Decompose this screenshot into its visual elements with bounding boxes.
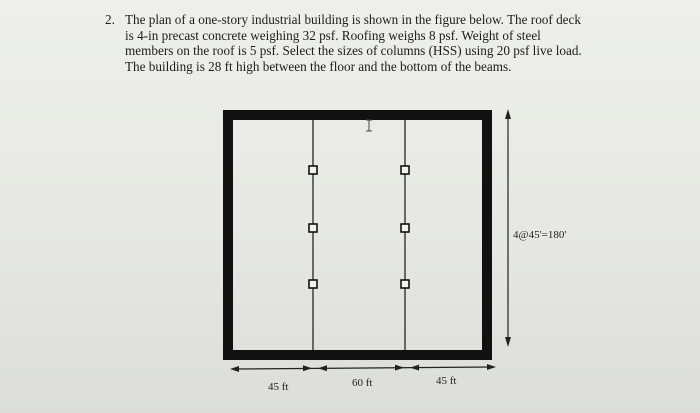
horizontal-dimension-line xyxy=(236,367,492,369)
column-left-2 xyxy=(309,224,317,232)
problem-number: 2. xyxy=(105,12,115,27)
column-left-3 xyxy=(309,280,317,288)
column-right-3 xyxy=(401,280,409,288)
bay-label-2: 60 ft xyxy=(352,377,373,389)
column-right-1 xyxy=(401,166,409,174)
bay-label-1: 45 ft xyxy=(268,381,289,393)
problem-line-2: is 4-in precast concrete weighing 32 psf. Roofing weighs 8 psf. Weight of steel xyxy=(125,27,541,43)
problem-line-1: The plan of a one-story industrial building is shown in the figure below. The roof deck xyxy=(125,12,581,27)
column-left-1 xyxy=(309,166,317,174)
vertical-dimension-label: 4@45'=180' xyxy=(513,229,567,241)
building-outline xyxy=(228,115,487,355)
vertical-dimension-line xyxy=(505,109,511,347)
problem-line-4: The building is 28 ft high between the floor and the bottom of the beams. xyxy=(125,58,512,74)
bay-label-3: 45 ft xyxy=(436,375,457,387)
beam-section-mark xyxy=(366,120,372,131)
problem-line-3: members on the roof is 5 psf. Select the sizes of columns (HSS) using 20 psf live load. xyxy=(125,43,582,59)
column-right-2 xyxy=(401,224,409,232)
